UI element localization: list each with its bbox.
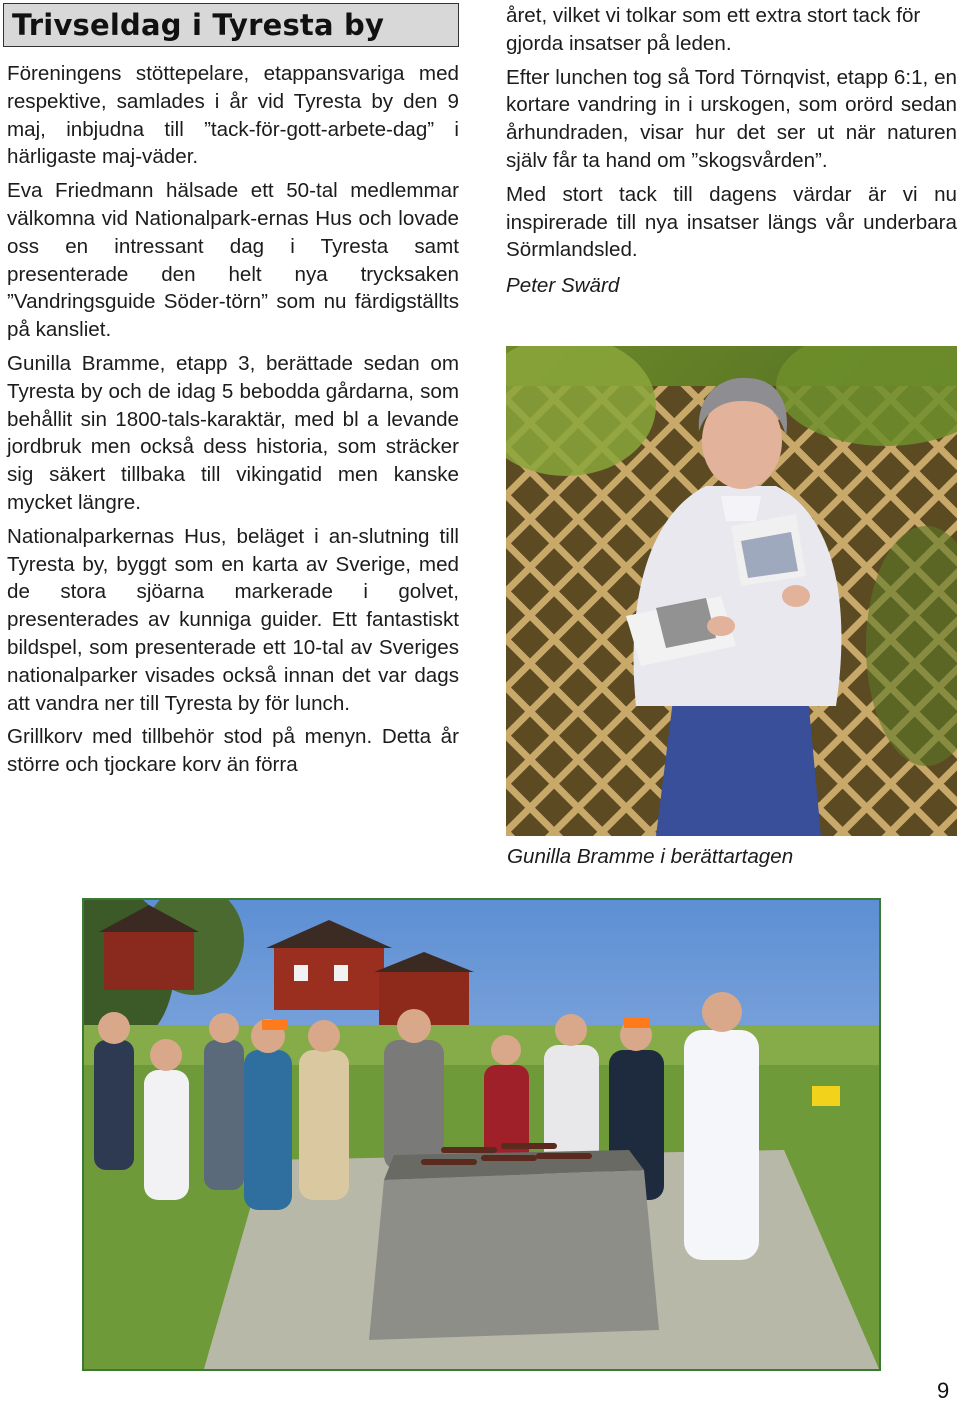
portrait-caption: Gunilla Bramme i berättartagen <box>507 845 794 868</box>
paragraph-grill-menu: Grillkorv med tillbehör stod på menyn. Detta år större och tjockare korv än förra <box>7 725 459 777</box>
paragraph-closing: Med stort tack till dagens värdar är vi nu inspirerade till nya insatser längs vår underbara Sörmlandsled. <box>506 182 957 262</box>
group-photo <box>82 898 881 1371</box>
paragraph-thanks: året, vilket vi tolkar som ett extra stort tack för gjorda insatser på leden. <box>506 4 921 55</box>
paragraph-welcome: Eva Friedmann hälsade ett 50-tal medlemmar välkomna vid Nationalpark-ernas Hus och lovade oss en intressant dag i Tyresta samt presenterade den helt nya trycksaken ”Vandringsguide Söder-törn” som nu färdigställts på kansliet. <box>7 179 459 342</box>
author-signature: Peter Swärd <box>506 274 620 298</box>
paragraph-intro: Föreningens stöttepelare, etappansvariga med respektive, samlades i år vid Tyresta by den 9 maj, inbjudna till ”tack-för-gott-arbete-dag” i härligaste maj-väder. <box>7 62 459 169</box>
paragraph-nationalparks-house: Nationalparkernas Hus, beläget i an-slutning till Tyresta by, byggt som en karta av Sverige, med de stora sjöarna markerade i golvet, presenterades av kunniga guider. Ett fantastiskt bildspel, som presenterade ett 10-tal av Sveriges nationalparker visades också innan det var dags att vandra ner till Tyresta by för lunch. <box>7 524 459 715</box>
left-column <box>7 60 459 785</box>
portrait-photo <box>506 346 957 836</box>
right-column <box>506 2 957 306</box>
article-title-box <box>3 3 459 47</box>
paragraph-forest-walk: Efter lunchen tog så Tord Törnqvist, etapp 6:1, en kortare vandring in i urskogen, som orörd sedan århundraden, visar hur det ser ut när naturen själv får ta hand om ”skogsvården”. <box>506 65 957 172</box>
article-title: Trivseldag i Tyresta by <box>12 8 385 42</box>
page-number: 9 <box>937 1378 950 1403</box>
paragraph-tyresta-history: Gunilla Bramme, etapp 3, berättade sedan om Tyresta by och de idag 5 bebodda gårdarna, som behållit sin 1800-tals-karaktär, med bl a levande jordbruk men också dess historia, som sträcker sig säkert tillbaka till vikingatid men kanske mycket längre. <box>7 351 459 514</box>
